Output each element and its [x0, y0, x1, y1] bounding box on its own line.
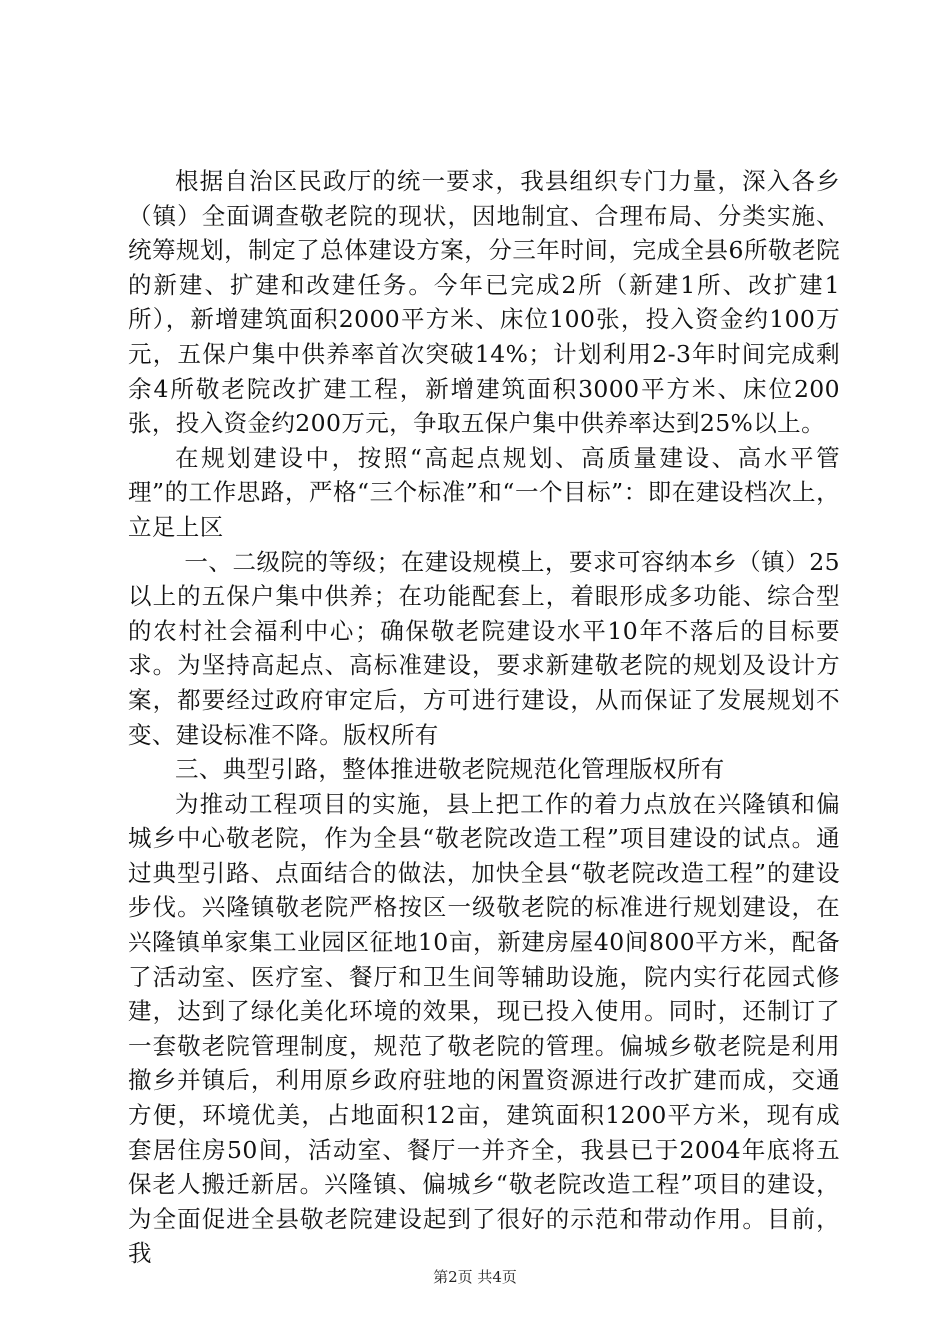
paragraph-4: 为推动工程项目的实施，县上把工作的着力点放在兴隆镇和偏城乡中心敬老院，作为全县“敬老院改造工程”项目建设的试点。通过典型引路、点面结合的做法，加快全县“敬老院改造工程”的建设步伐。兴隆镇敬老院严格按区一级敬老院的标准进行规划建设，在兴隆镇单家集工业园区征地10亩，新建房屋40间800平方米，配备了活动室、医疗室、餐厅和卫生间等辅助设施，院内实行花园式修建，达到了绿化美化环境的效果，现已投入使用。同时，还制订了一套敬老院管理制度，规范了敬老院的管理。偏城乡敬老院是利用撤乡并镇后，利用原乡政府驻地的闲置资源进行改扩建而成，交通方便，环境优美，占地面积12亩，建筑面积1200平方米，现有成套居住房50间，活动室、餐厅一并齐全，我县已于2004年底将五保老人搬迁新居。兴隆镇、偏城乡“敬老院改造工程”项目的建设，为全面促进全县敬老院建设起到了很好的示范和带动作用。目前，我 — [128, 789, 840, 1268]
section-heading-3: 三、典型引路，整体推进敬老院规范化管理版权所有 — [175, 755, 725, 784]
page-footer: 第2页 共4页 — [433, 1268, 517, 1286]
paragraph-2: 在规划建设中，按照“高起点规划、高质量建设、高水平管理”的工作思路，严格“三个标准”和“一个目标”：即在建设档次上，立足上区 — [128, 443, 840, 541]
paragraph-3: 一、二级院的等级；在建设规模上，要求可容纳本乡（镇）25以上的五保户集中供养；在功能配套上，着眼形成多功能、综合型的农村社会福利中心；确保敬老院建设水平10年不落后的目标要求。为坚持高起点、高标准建设，要求新建敬老院的规划及设计方案，都要经过政府审定后，方可进行建设，从而保证了发展规划不变、建设标准不降。版权所有 — [128, 547, 840, 749]
document-body — [128, 164, 840, 1271]
paragraph-1: 根据自治区民政厅的统一要求，我县组织专门力量，深入各乡（镇）全面调查敬老院的现状，因地制宜、合理布局、分类实施、统筹规划，制定了总体建设方案，分三年时间，完成全县6所敬老院的新建、扩建和改建任务。今年已完成2所（新建1所、改扩建1所），新增建筑面积2000平方米、床位100张，投入资金约100万元，五保户集中供养率首次突破14%；计划利用2-3年时间完成剩余4所敬老院改扩建工程，新增建筑面积3000平方米、床位200张，投入资金约200万元，争取五保户集中供养率达到25%以上。 — [128, 167, 840, 438]
